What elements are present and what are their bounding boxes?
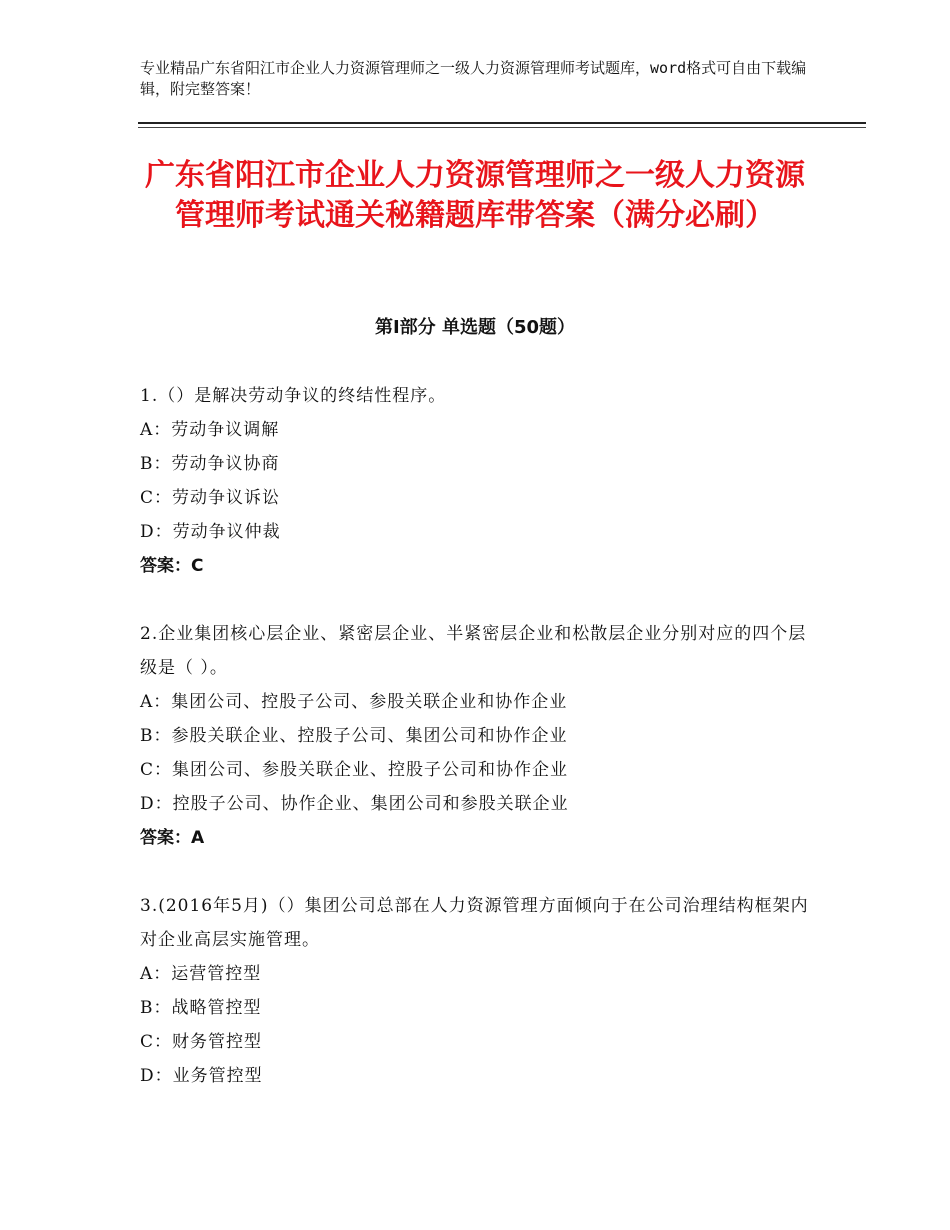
header-note: 专业精品广东省阳江市企业人力资源管理师之一级人力资源管理师考试题库，word格式可自由下载编辑，附完整答案！: [140, 59, 807, 98]
option-c: C：集团公司、参股关联企业、控股子公司和协作企业: [140, 760, 569, 780]
document-title: 广东省阳江市企业人力资源管理师之一级人力资源管理师考试通关秘籍题库带答案（满分必刷）: [145, 158, 805, 233]
option-d: D：控股子公司、协作企业、集团公司和参股关联企业: [140, 794, 569, 814]
option-c: C：财务管控型: [140, 1032, 263, 1052]
option-a: A：劳动争议调解: [140, 420, 280, 440]
option-d: D：业务管控型: [140, 1066, 263, 1086]
question-1: [140, 379, 812, 583]
question-stem: 2.企业集团核心层企业、紧密层企业、半紧密层企业和松散层企业分别对应的四个层级是（ ）。: [140, 624, 807, 678]
question-stem: 1.（）是解决劳动争议的终结性程序。: [140, 386, 447, 406]
question-3: [140, 889, 812, 1093]
question-2: [140, 617, 812, 855]
option-b: B：战略管控型: [140, 998, 262, 1018]
option-c: C：劳动争议诉讼: [140, 488, 281, 508]
option-d: D：劳动争议仲裁: [140, 522, 281, 542]
header-rule-thick: [138, 122, 866, 124]
option-b: B：劳动争议协商: [140, 454, 280, 474]
answer-line: 答案：C: [140, 556, 204, 576]
section-title: 第Ⅰ部分 单选题（50题）: [374, 317, 575, 338]
option-a: A：集团公司、控股子公司、参股关联企业和协作企业: [140, 692, 568, 712]
question-list: [140, 379, 812, 1127]
option-a: A：运营管控型: [140, 964, 262, 984]
option-b: B：参股关联企业、控股子公司、集团公司和协作企业: [140, 726, 568, 746]
header-rule-thin: [138, 127, 866, 128]
question-stem: 3.(2016年5月)（）集团公司总部在人力资源管理方面倾向于在公司治理结构框架内对企业高层实施管理。: [140, 896, 809, 950]
answer-line: 答案：A: [140, 828, 205, 848]
